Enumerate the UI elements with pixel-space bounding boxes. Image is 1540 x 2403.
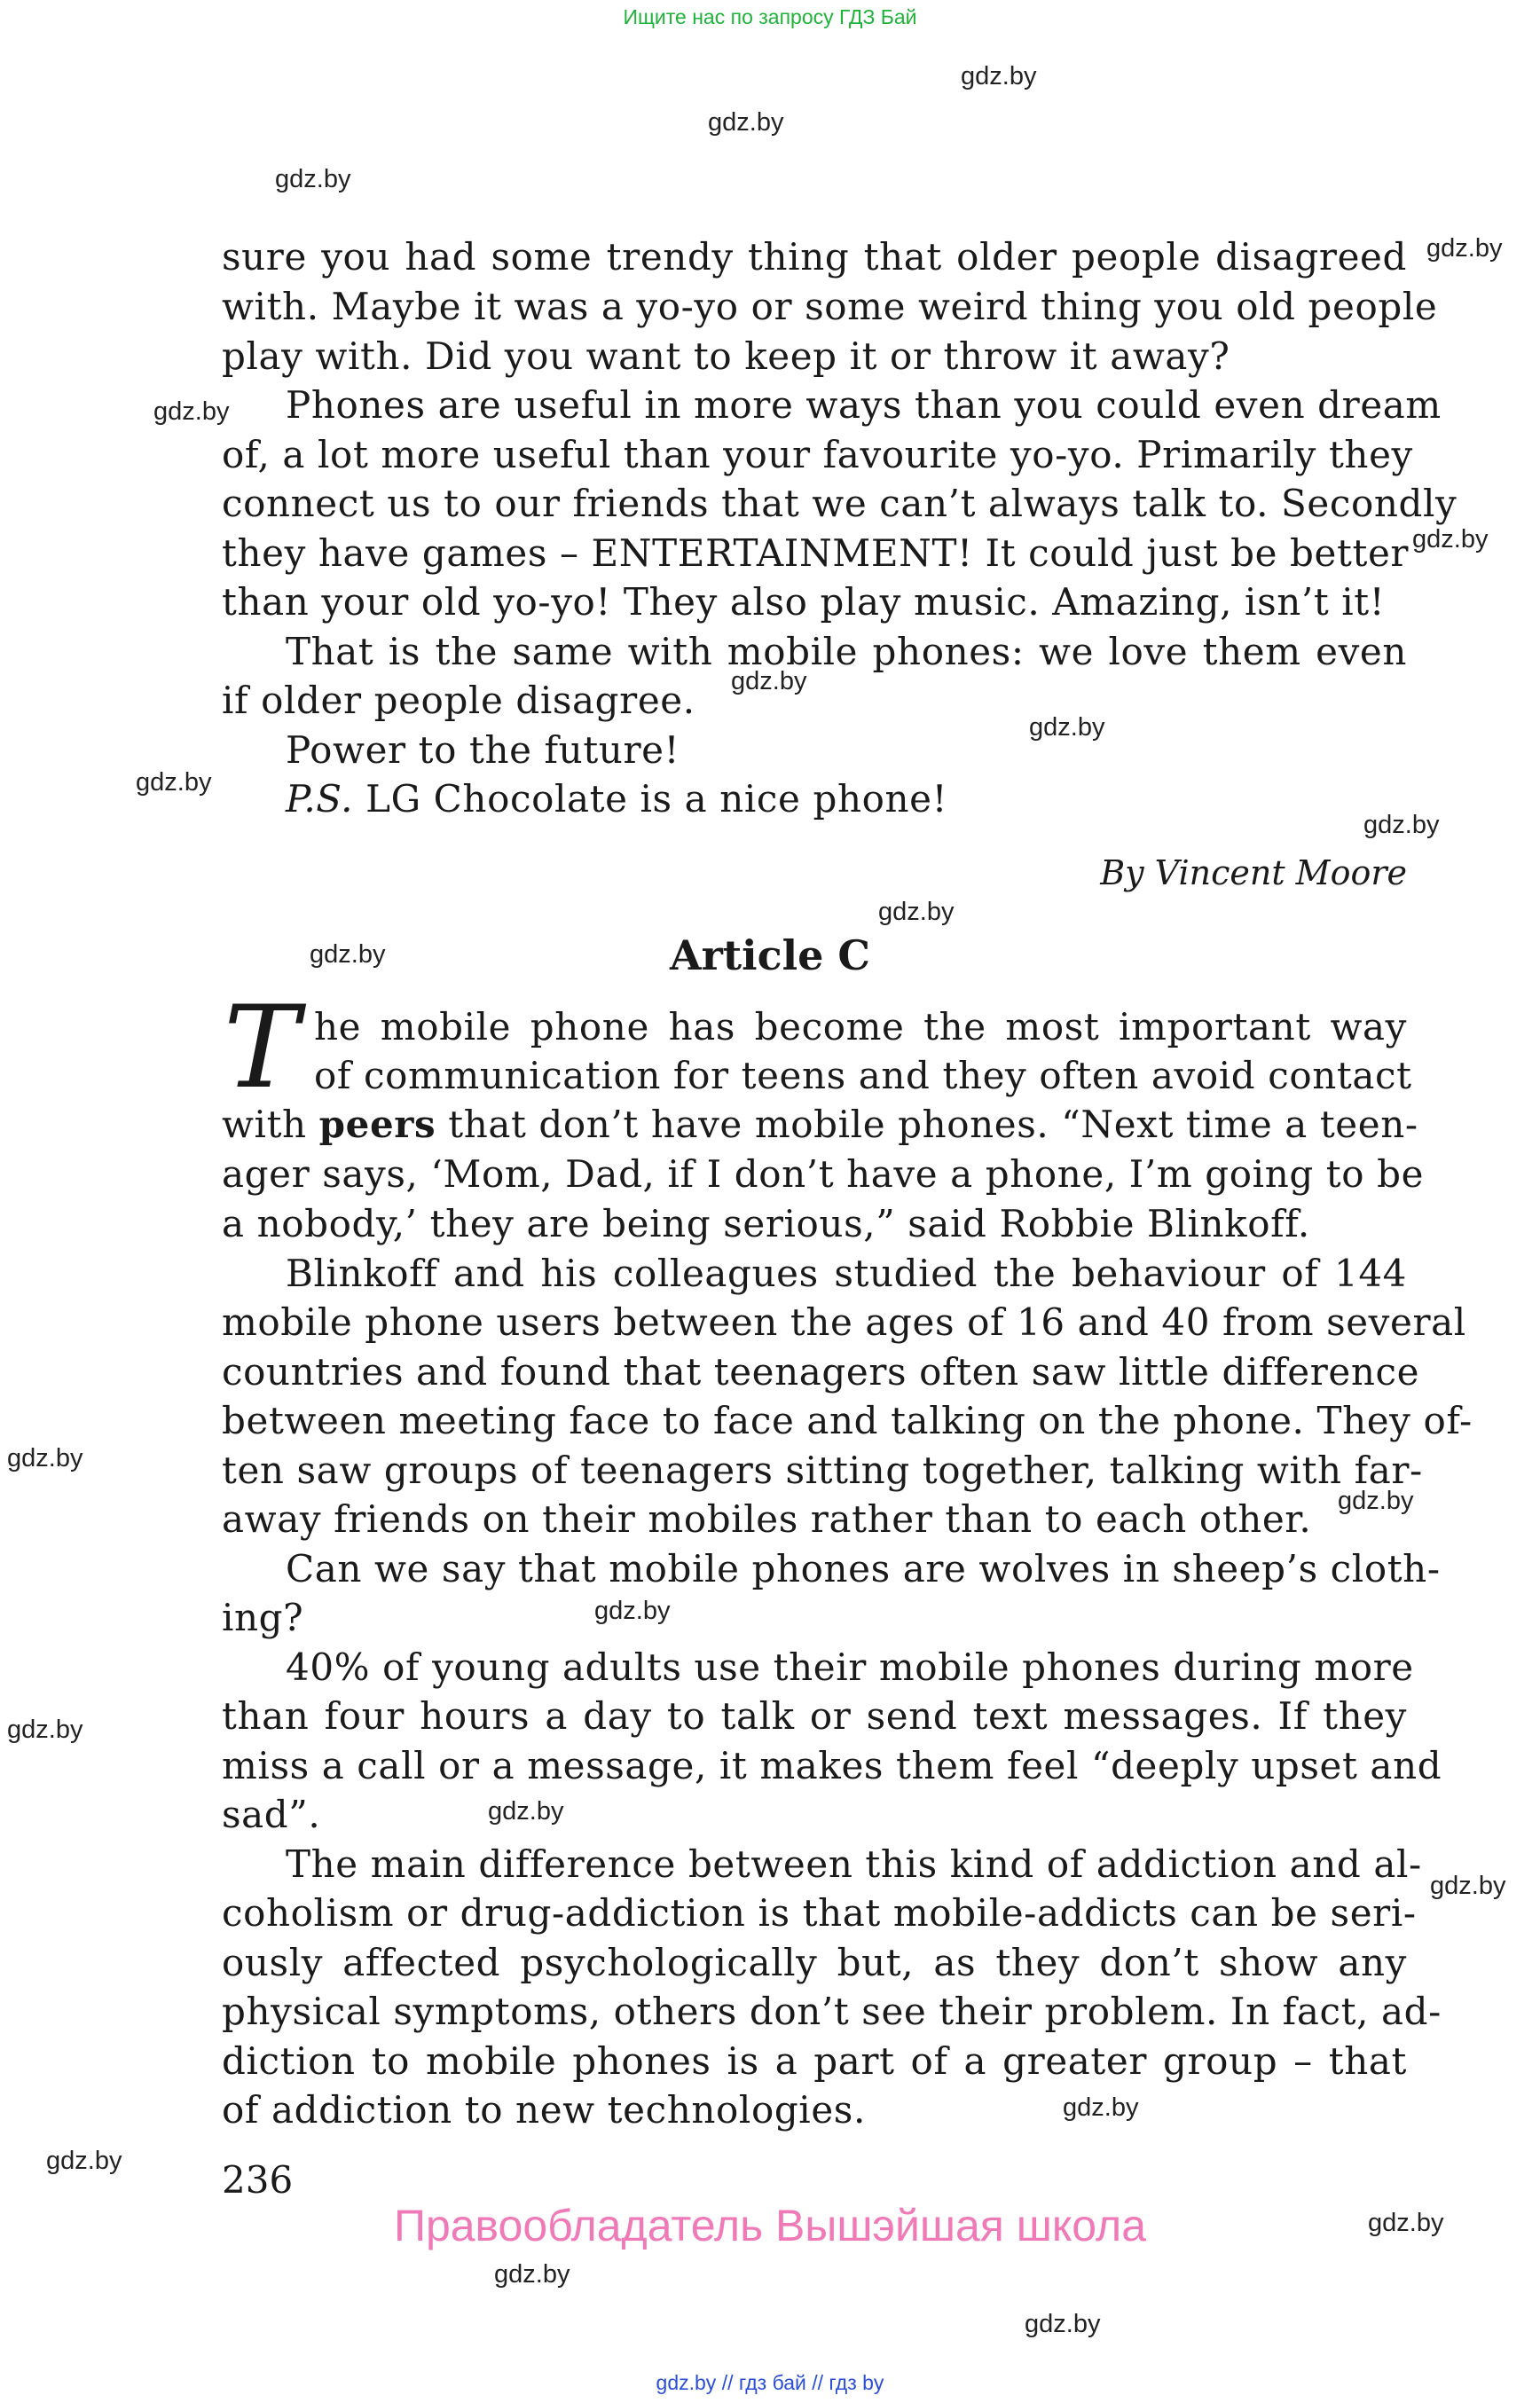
text-line: countries and found that teenagers often saw little difference: [222, 1350, 1420, 1394]
watermark: gdz.by: [1412, 525, 1489, 554]
watermark: gdz.by: [961, 62, 1037, 90]
text-line: he mobile phone has become the most important way: [314, 1005, 1407, 1048]
watermark: gdz.by: [488, 1797, 564, 1826]
text-line: Can we say that mobile phones are wolves in sheep’s cloth-: [286, 1547, 1441, 1590]
watermark: gdz.by: [731, 667, 807, 695]
watermark: gdz.by: [1029, 713, 1105, 742]
ps-label: P.S.: [286, 777, 354, 821]
text-line: Phones are useful in more ways than you could even dream: [286, 383, 1442, 427]
text-line: of addiction to new technologies.: [222, 2088, 866, 2132]
text-line: connect us to our friends that we can’t always talk to. Secondly: [222, 482, 1458, 525]
watermark: gdz.by: [1363, 811, 1440, 839]
copyright-notice: Правообладатель Вышэйшая школа: [394, 2201, 1146, 2250]
ps-line: [222, 774, 1407, 824]
watermark: gdz.by: [878, 898, 955, 926]
text-line: ously affected psychologically but, as they don’t show any: [222, 1941, 1407, 1984]
watermark: gdz.by: [1025, 2310, 1101, 2338]
text-line: between meeting face to face and talking on the phone. They of-: [222, 1399, 1473, 1442]
page-number: 236: [222, 2158, 294, 2202]
text-line: 40% of young adults use their mobile phones during more: [286, 1645, 1414, 1689]
text-line: of communication for teens and they often avoid contact: [314, 1054, 1412, 1097]
text-line: Blinkoff and his colleagues studied the behaviour of 144: [286, 1252, 1407, 1295]
text-line: coholism or drug-addiction is that mobile-addicts can be seri-: [222, 1891, 1417, 1935]
watermark: gdz.by: [7, 1444, 83, 1472]
text-line: away friends on their mobiles rather than to each other.: [222, 1497, 1312, 1541]
watermark: gdz.by: [1063, 2093, 1139, 2122]
watermark: gdz.by: [7, 1716, 83, 1744]
watermark: gdz.by: [594, 1597, 671, 1625]
text-line: a nobody,’ they are being serious,” said Robbie Blinkoff.: [222, 1202, 1310, 1245]
watermark: gdz.by: [153, 397, 230, 426]
ps-text: LG Chocolate is a nice phone!: [353, 777, 948, 821]
text-line: play with. Did you want to keep it or throw it away?: [222, 334, 1230, 378]
text-line: physical symptoms, others don’t see their problem. In fact, ad-: [222, 1990, 1442, 2033]
text-line: ten saw groups of teenagers sitting together, talking with far-: [222, 1449, 1423, 1492]
watermark: gdz.by: [275, 165, 351, 193]
text-line: ager says, ‘Mom, Dad, if I don’t have a phone, I’m going to be: [222, 1152, 1425, 1196]
text-line: with. Maybe it was a yo-yo or some weird thing you old people: [222, 285, 1438, 328]
text-line: [222, 1100, 1418, 1150]
text-line: diction to mobile phones is a part of a greater group – that: [222, 2039, 1407, 2083]
watermark: gdz.by: [1338, 1487, 1414, 1515]
watermark: gdz.by: [310, 940, 386, 969]
drop-cap: T: [224, 982, 300, 1114]
text-line: if older people disagree.: [222, 679, 695, 722]
watermark: gdz.by: [1368, 2209, 1444, 2237]
text-line: That is the same with mobile phones: we love them even: [286, 630, 1407, 673]
watermark: gdz.by: [136, 768, 212, 797]
watermark: gdz.by: [1426, 234, 1503, 263]
text-line: ing?: [222, 1596, 304, 1639]
text-line: mobile phone users between the ages of 16 and 40 from several: [222, 1300, 1466, 1344]
text-line: sad”.: [222, 1793, 321, 1836]
top-banner-link[interactable]: Ищите нас по запросу ГДЗ Бай: [623, 5, 917, 28]
text-line-rest: that don’t have mobile phones. “Next time a teen-: [436, 1103, 1418, 1146]
byline: By Vincent Moore: [1100, 853, 1407, 892]
watermark: gdz.by: [494, 2260, 570, 2289]
text-line: The main difference between this kind of addiction and al-: [286, 1842, 1422, 1886]
watermark: gdz.by: [708, 108, 784, 137]
text-line: Power to the future!: [286, 728, 680, 772]
text-line: sure you had some trendy thing that older people disagreed: [222, 235, 1407, 279]
watermark: gdz.by: [1430, 1872, 1506, 1900]
text-line: they have games – ENTERTAINMENT! It could just be better: [222, 531, 1410, 575]
text-line: than four hours a day to talk or send text messages. If they: [222, 1694, 1407, 1738]
text-line: miss a call or a message, it makes them feel “deeply upset and: [222, 1744, 1442, 1787]
text-line: of, a lot more useful than your favourite yo-yo. Primarily they: [222, 433, 1413, 476]
text-line: than your old yo-yo! They also play music. Amazing, isn’t it!: [222, 580, 1386, 624]
bottom-banner-link[interactable]: gdz.by // гдз бай // гдз by: [656, 2371, 884, 2394]
article-heading: Article C: [669, 931, 871, 979]
with-word: with: [222, 1103, 319, 1146]
watermark: gdz.by: [46, 2147, 122, 2175]
peers-word: peers: [318, 1103, 436, 1146]
